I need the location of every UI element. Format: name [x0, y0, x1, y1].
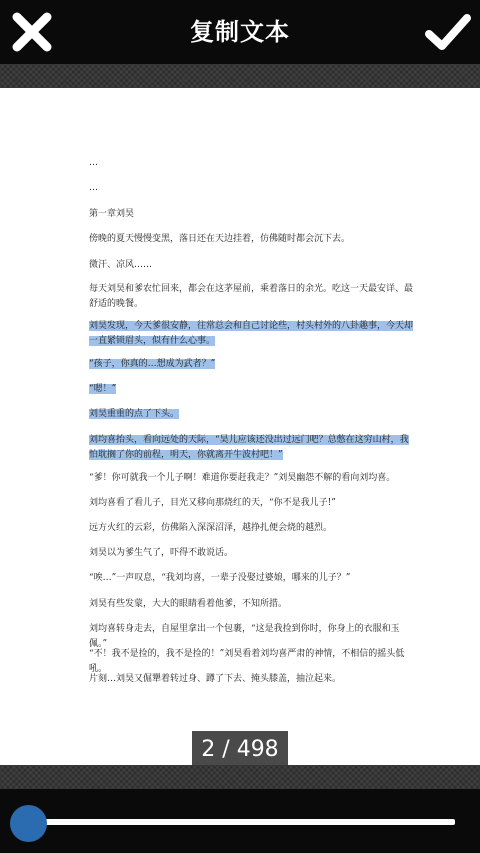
paragraph[interactable]: 微汗、凉风…… — [89, 260, 153, 270]
paragraph[interactable]: “爹！你可就我一个儿子啊！难道你要赶我走？”刘昊幽怨不解的看向刘均喜。 — [89, 473, 396, 483]
confirm-button[interactable] — [424, 8, 472, 56]
footer-divider — [0, 765, 480, 789]
page-slider-thumb[interactable] — [10, 805, 47, 842]
paragraph[interactable]: “不！我不是捡的，我不是捡的！”刘昊看着刘均喜严肃的神情，不相信的摇头低吼。 — [89, 649, 405, 674]
checkmark-icon — [424, 8, 472, 56]
page-indicator: 2 / 498 — [192, 731, 288, 768]
bottom-bar — [0, 789, 480, 853]
paragraph[interactable]: 片刻…刘昊又倔犟着转过身、蹲了下去、掩头膝盖，抽泣起来。 — [89, 674, 342, 684]
page-title: 复制文本 — [190, 18, 290, 46]
chapter-heading[interactable]: 第一章刘昊 — [89, 209, 135, 219]
highlighted-paragraph[interactable]: “孩子，你真的…想成为武者？” — [89, 359, 216, 369]
document-page[interactable] — [0, 88, 480, 765]
paragraph[interactable]: “唉…”一声叹息，“我刘均喜，一辈子没娶过婆娘，哪来的儿子？” — [89, 573, 351, 583]
top-bar — [0, 0, 480, 64]
page-slider-track[interactable] — [28, 819, 455, 825]
paragraph[interactable]: 每天刘昊和爹农忙回来，都会在这茅屋前，乘着落日的余光。吃这一天最安详、最舒适的晚餐。 — [89, 284, 414, 309]
paragraph[interactable]: 刘均喜看了看儿子，目光又移向那烧红的天，“你不是我儿子!” — [89, 498, 336, 508]
highlighted-paragraph[interactable]: 刘昊重重的点了下头。 — [89, 409, 180, 419]
highlighted-paragraph[interactable]: “嗯！” — [89, 384, 117, 394]
paragraph[interactable]: 刘昊以为爹生气了，吓得不敢说话。 — [89, 548, 234, 558]
paragraph[interactable]: … — [89, 158, 98, 168]
paragraph[interactable]: 傍晚的夏天慢慢变黑，落日还在天边挂着，仿佛随时都会沉下去。 — [89, 234, 351, 244]
paragraph[interactable]: 刘均喜转身走去，自屋里拿出一个包裹，“这是我捡到你时，你身上的衣服和玉佩。” — [89, 624, 400, 649]
paragraph[interactable]: 远方火红的云彩，仿佛陷入深深沼泽，越挣扎便会烧的越烈。 — [89, 523, 333, 533]
paragraph[interactable]: … — [89, 183, 98, 193]
header-divider — [0, 64, 480, 88]
paragraph[interactable]: 刘昊有些发蒙，大大的眼睛看着他爹，不知所措。 — [89, 599, 288, 609]
highlighted-paragraph[interactable]: 刘昊发现，今天爹很安静，往常总会和自己讨论些，村头村外的八卦趣事，今天却一直紧锁眉头，似有什么心事。 — [89, 321, 414, 346]
highlighted-paragraph[interactable]: 刘均喜抬头，看向远处的天际，“昊儿应该还没出过远门吧？总憋在这穷山村，我怕耽搁了你的前程，明天，你就离开牛波村吧！” — [89, 435, 409, 460]
